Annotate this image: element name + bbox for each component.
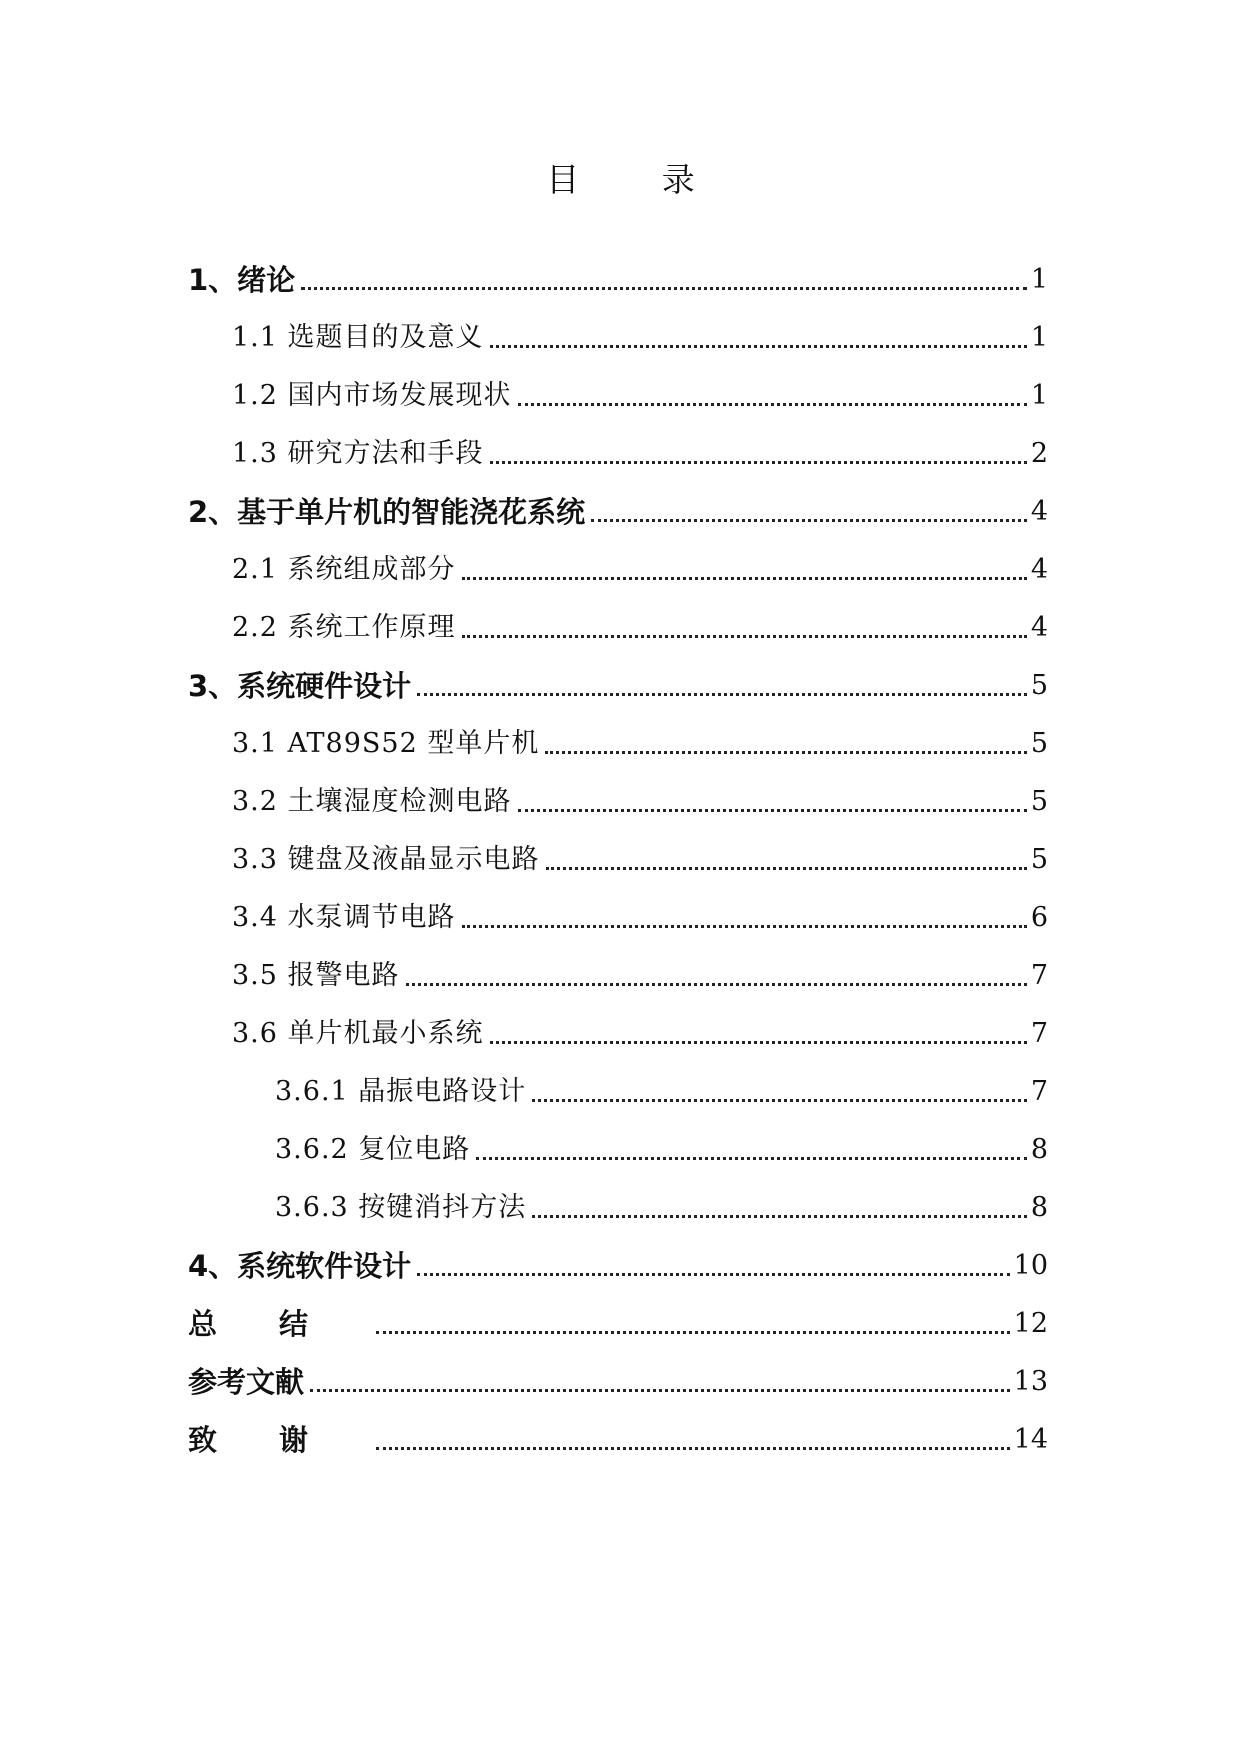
toc-entry-label: 3.6.2 复位电路 — [275, 1134, 471, 1165]
dot-leader — [476, 1157, 1027, 1160]
toc-entry-page: 5 — [1030, 728, 1048, 759]
dot-leader — [591, 519, 1027, 522]
toc-entry-label: 3.6 单片机最小系统 — [232, 1018, 484, 1049]
toc-entry-summary[interactable] — [188, 1304, 1048, 1344]
toc-entry-label: 2.1 系统组成部分 — [232, 554, 456, 585]
toc-entry-label: 3.4 水泵调节电路 — [232, 902, 456, 933]
dot-leader — [417, 693, 1027, 696]
toc-entry-page: 5 — [1030, 670, 1048, 701]
toc-entry-label: 致谢 — [188, 1423, 371, 1457]
toc-entry-chapter-4[interactable] — [188, 1246, 1048, 1286]
toc-entry-page: 4 — [1030, 554, 1048, 585]
toc-entry-references[interactable] — [188, 1362, 1048, 1402]
toc-entry-section-3-6-2[interactable] — [275, 1130, 1048, 1170]
toc-entry-label: 3、系统硬件设计 — [188, 669, 412, 703]
dot-leader — [417, 1273, 1009, 1276]
toc-entry-page: 10 — [1013, 1250, 1048, 1281]
dot-leader — [490, 1041, 1027, 1044]
toc-entry-section-2-2[interactable] — [232, 608, 1048, 648]
toc-entry-label: 3.1 AT89S52 型单片机 — [232, 728, 540, 759]
toc-entry-section-1-1[interactable] — [232, 318, 1048, 358]
toc-entry-section-1-2[interactable] — [232, 376, 1048, 416]
toc-entry-label: 1.1 选题目的及意义 — [232, 322, 484, 353]
toc-entry-label: 2.2 系统工作原理 — [232, 612, 456, 643]
toc-entry-section-2-1[interactable] — [232, 550, 1048, 590]
toc-entry-page: 6 — [1030, 902, 1048, 933]
toc-entry-label: 参考文献 — [188, 1365, 305, 1399]
toc-entry-page: 2 — [1030, 438, 1048, 469]
dot-leader — [546, 867, 1027, 870]
toc-entry-page: 14 — [1013, 1424, 1048, 1455]
toc-entry-section-3-3[interactable] — [232, 840, 1048, 880]
dot-leader — [301, 287, 1027, 290]
dot-leader — [518, 403, 1027, 406]
dot-leader — [462, 577, 1027, 580]
dot-leader — [462, 635, 1027, 638]
toc-entry-section-3-6[interactable] — [232, 1014, 1048, 1054]
toc-entry-page: 8 — [1030, 1192, 1048, 1223]
toc-entry-section-3-6-3[interactable] — [275, 1188, 1048, 1228]
toc-entry-page: 7 — [1030, 1076, 1048, 1107]
dot-leader — [532, 1215, 1027, 1218]
toc-entry-page: 8 — [1030, 1134, 1048, 1165]
toc-entry-label: 3.3 键盘及液晶显示电路 — [232, 844, 540, 875]
dot-leader — [490, 461, 1027, 464]
toc-entry-label: 3.5 报警电路 — [232, 960, 400, 991]
dot-leader — [310, 1389, 1010, 1392]
toc-entry-page: 1 — [1030, 264, 1048, 295]
toc-entry-page: 13 — [1013, 1366, 1048, 1397]
toc-entry-page: 5 — [1030, 844, 1048, 875]
toc-entry-section-1-3[interactable] — [232, 434, 1048, 474]
toc-entry-label: 1.2 国内市场发展现状 — [232, 380, 512, 411]
toc-entry-label: 4、系统软件设计 — [188, 1249, 412, 1283]
toc-entry-page: 5 — [1030, 786, 1048, 817]
dot-leader — [406, 983, 1027, 986]
toc-entry-chapter-2[interactable] — [188, 492, 1048, 532]
dot-leader — [545, 751, 1026, 754]
toc-entry-label: 1.3 研究方法和手段 — [232, 438, 484, 469]
toc-entry-page: 4 — [1030, 496, 1048, 527]
toc-entry-section-3-4[interactable] — [232, 898, 1048, 938]
toc-entry-chapter-3[interactable] — [188, 666, 1048, 706]
dot-leader — [376, 1447, 1010, 1450]
dot-leader — [376, 1331, 1010, 1334]
toc-entry-page: 7 — [1030, 1018, 1048, 1049]
dot-leader — [532, 1099, 1027, 1102]
toc-entry-label: 1、绪论 — [188, 263, 296, 297]
toc-entry-page: 1 — [1030, 380, 1048, 411]
toc-entry-page: 7 — [1030, 960, 1048, 991]
toc-entry-label: 3.2 土壤湿度检测电路 — [232, 786, 512, 817]
toc-entry-page: 1 — [1030, 322, 1048, 353]
toc-entry-section-3-2[interactable] — [232, 782, 1048, 822]
toc-entry-page: 4 — [1030, 612, 1048, 643]
page-title: 目 录 — [546, 160, 731, 199]
toc-entry-acknowledgements[interactable] — [188, 1420, 1048, 1460]
dot-leader — [462, 925, 1027, 928]
toc-entry-label: 3.6.3 按键消抖方法 — [275, 1192, 527, 1223]
dot-leader — [490, 345, 1027, 348]
toc-entry-label: 2、基于单片机的智能浇花系统 — [188, 495, 586, 529]
toc-entry-section-3-1[interactable] — [232, 724, 1048, 764]
dot-leader — [518, 809, 1027, 812]
toc-entry-section-3-6-1[interactable] — [275, 1072, 1048, 1112]
toc-entry-label: 3.6.1 晶振电路设计 — [275, 1076, 527, 1107]
toc-entry-section-3-5[interactable] — [232, 956, 1048, 996]
toc-entry-label: 总结 — [188, 1307, 371, 1341]
toc-entry-chapter-1[interactable] — [188, 260, 1048, 300]
toc-entry-page: 12 — [1013, 1308, 1048, 1339]
